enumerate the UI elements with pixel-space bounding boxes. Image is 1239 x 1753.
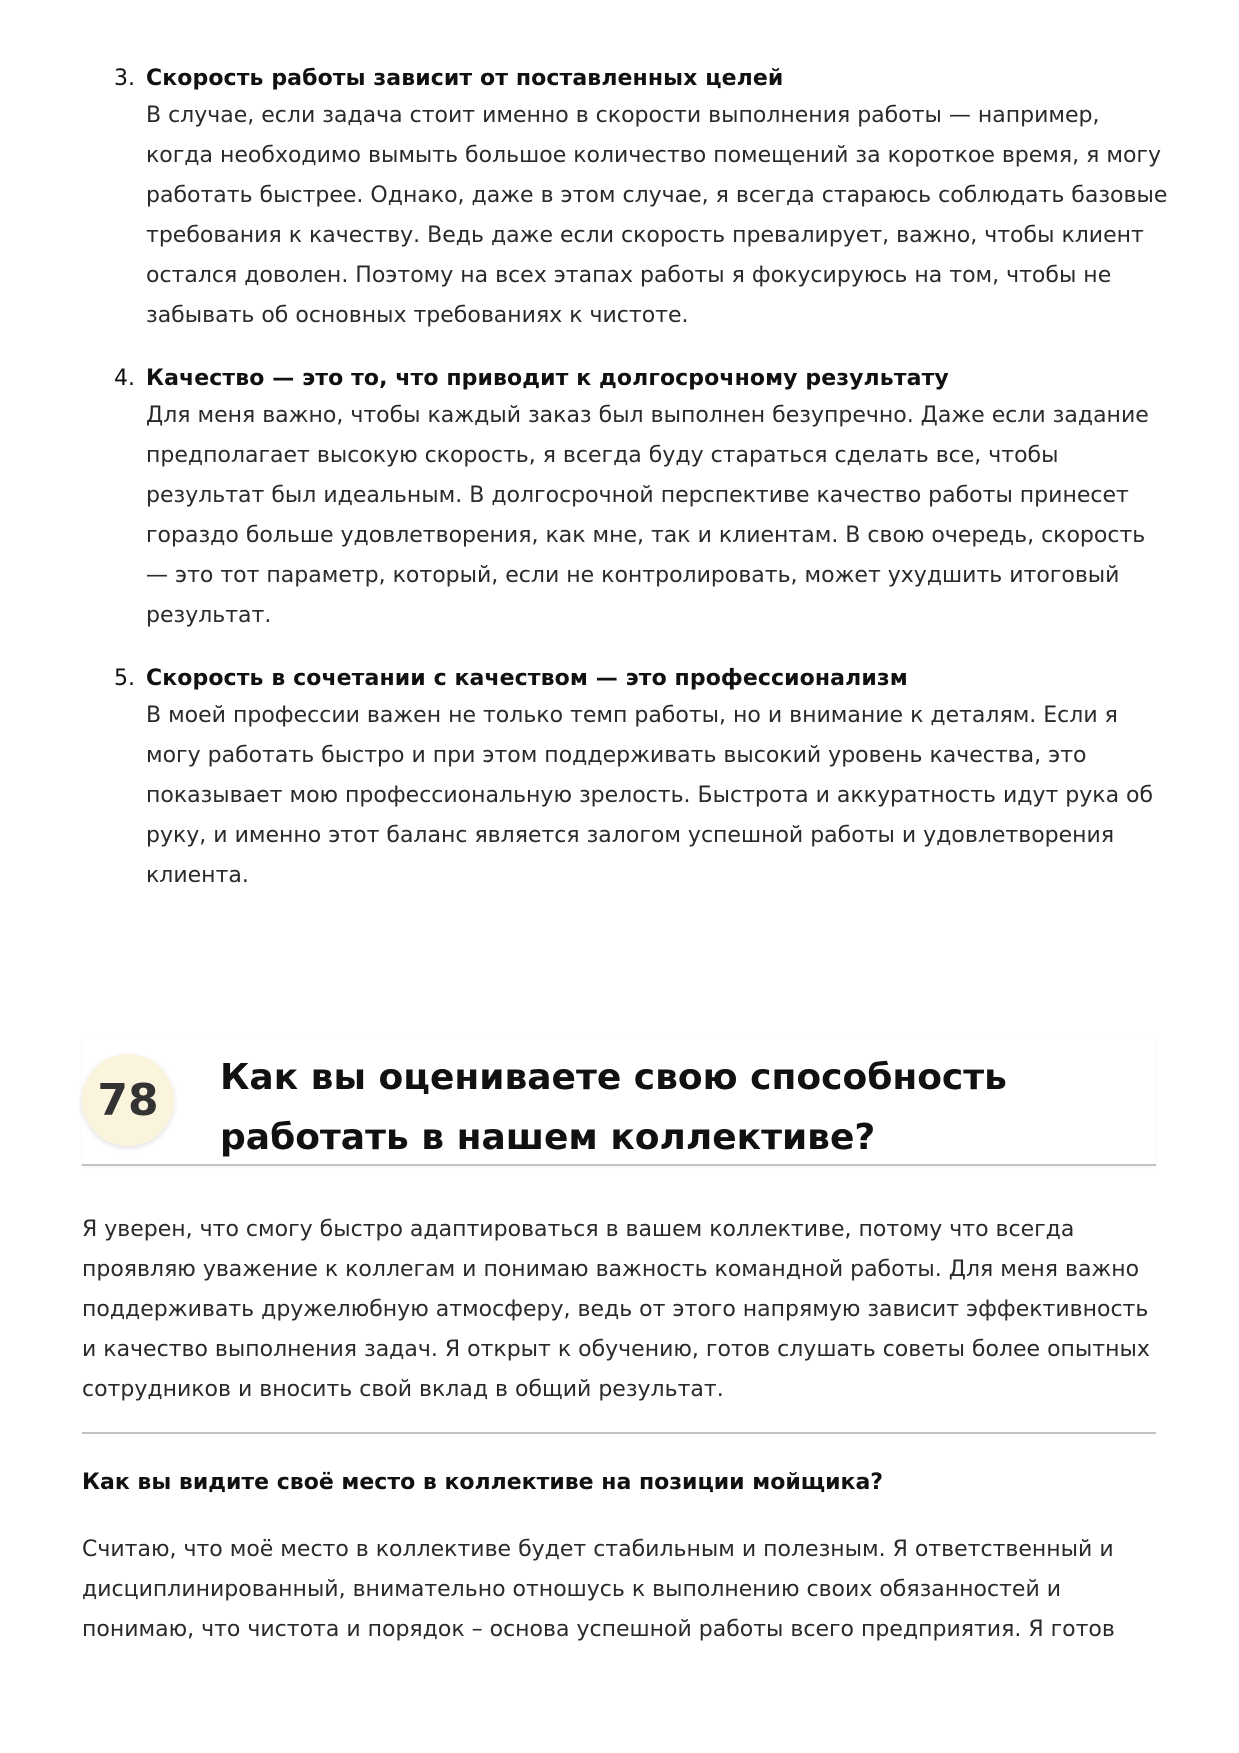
list-item [82, 362, 1172, 636]
list-item-number: 4. [114, 366, 135, 391]
list-item-title: Качество — это то, что приводит к долгосрочному результату [146, 366, 949, 391]
list-item [82, 62, 1172, 336]
question-answer: Я уверен, что смогу быстро адаптироваться в вашем коллективе, потому что всегда проявляю уважение к коллегам и понимаю важность командной работы. Для меня важно поддерживать дружелюбную атмосферу, ведь от этого напрямую зависит эффективность и качество выполнения задач. Я открыт к обучению, готов слушать советы более опытных сотрудников и вносить свой вклад в общий результат. [82, 1217, 1150, 1402]
sub-question-title: Как вы видите своё место в коллективе на позиции мойщика? [82, 1470, 884, 1495]
question-title: Как вы оцениваете свою способность работать в нашем коллективе? [220, 1057, 1007, 1158]
question-number-badge: 78 [82, 1054, 174, 1146]
list-item-body: В моей профессии важен не только темп работы, но и внимание к деталям. Если я могу работать быстро и при этом поддерживать высокий уровень качества, это показывает мою профессиональную зрелость. Быстрота и аккуратность идут рука об руку, и именно этот баланс является залогом успешной работы и удовлетворения клиента. [146, 703, 1154, 888]
list-item-number: 3. [114, 66, 135, 91]
list-item-title: Скорость работы зависит от поставленных целей [146, 66, 784, 91]
question-header [82, 1040, 1156, 1166]
list-item-number: 5. [114, 666, 135, 691]
list-item [82, 662, 1172, 896]
list-item-body: В случае, если задача стоит именно в скорости выполнения работы — например, когда необходимо вымыть большое количество помещений за короткое время, я могу работать быстрее. Однако, даже в этом случае, я всегда стараюсь соблюдать базовые требования к качеству. Ведь даже если скорость превалирует, важно, чтобы клиент остался доволен. Поэтому на всех этапах работы я фокусируюсь на том, чтобы не забывать об основных требованиях к чистоте. [146, 103, 1168, 328]
list-item-body: Для меня важно, чтобы каждый заказ был выполнен безупречно. Даже если задание предполагает высокую скорость, я всегда буду стараться сделать все, чтобы результат был идеальным. В долгосрочной перспективе качество работы принесет гораздо больше удовлетворения, как мне, так и клиентам. В свою очередь, скорость — это тот параметр, который, если не контролировать, может ухудшить итоговый результат. [146, 403, 1149, 628]
numbered-list [82, 62, 1172, 922]
section-divider [82, 1432, 1156, 1434]
list-item-title: Скорость в сочетании с качеством — это профессионализм [146, 666, 908, 691]
sub-question-answer: Считаю, что моё место в коллективе будет стабильным и полезным. Я ответственный и дисциплинированный, внимательно отношусь к выполнению своих обязанностей и понимаю, что чистота и порядок – основа успешной работы всего предприятия. Я готов [82, 1537, 1115, 1642]
